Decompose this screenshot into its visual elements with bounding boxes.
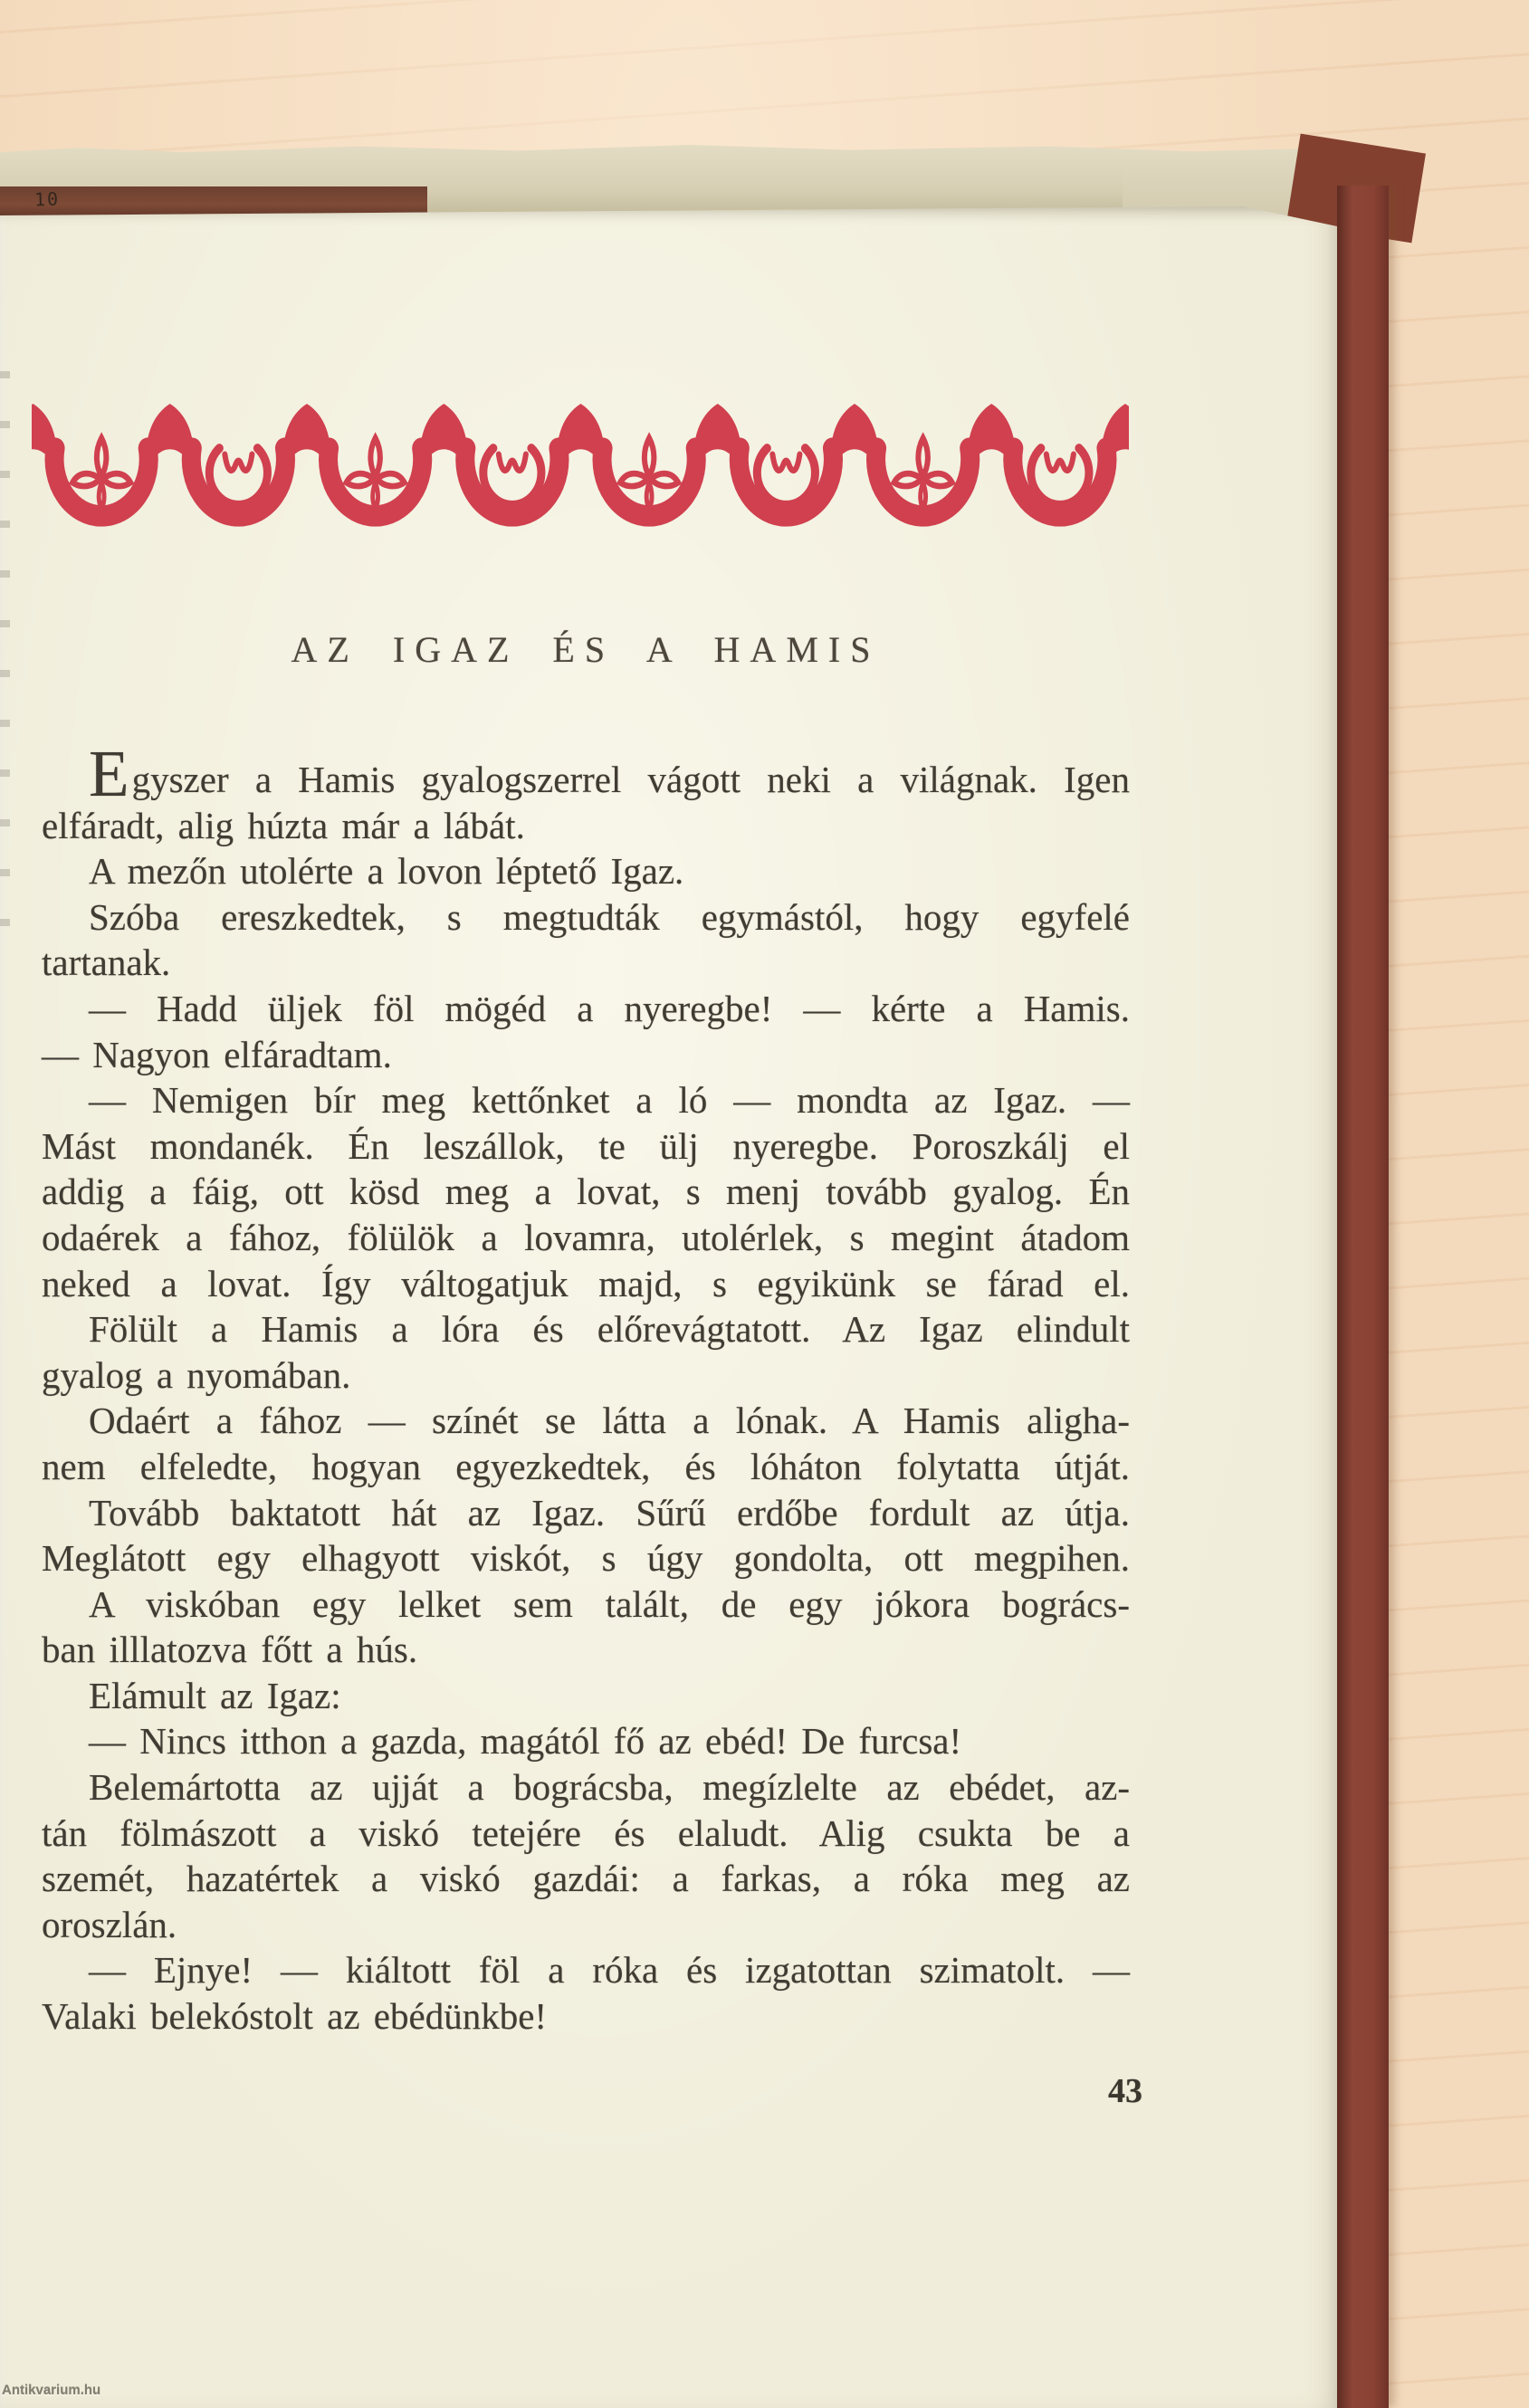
drop-cap-initial: E [89,737,132,810]
text-line: odaérek a fához, fölülök a lovamra, utolérlek, s megint átadom [42,1216,1130,1258]
text-line: tán fölmászott a viskó tetejére és elaludt. Alig csukta be a [42,1811,1130,1854]
text-line: Fölült a Hamis a lóra és előrevágtatott. Az Igaz elindult [89,1308,1130,1351]
ornament-frieze [32,396,1129,533]
text-line: addig a fáig, ott kösd meg a lovat, s menj tovább gyalog. Én [42,1171,1130,1213]
cover-edge-mark: 10 [33,187,61,211]
text-line: A viskóban egy lelket sem talált, de egy jókora bogrács- [89,1582,1130,1625]
text-line: Szóba ereszkedtek, s megtudták egymástól, hogy egyfelé [89,895,1130,938]
text-line: — Nagyon elfáradtam. [42,1033,392,1075]
page-edge-specks [0,355,10,952]
page-number: 43 [1108,2072,1142,2110]
text-line: Meglátott egy elhagyott viskót, s úgy gondolta, ott megpihen. [42,1537,1130,1580]
text-line: Tovább baktatott hát az Igaz. Sűrű erdőbe fordult az útja. [89,1491,1130,1534]
text-line: elfáradt, alig húzta már a lábát. [42,804,525,846]
book-cover-right-edge [1337,186,1389,2408]
text-line: Elámult az Igaz: [89,1674,341,1716]
text-line: szemét, hazatértek a viskó gazdái: a farkas, a róka meg az [42,1858,1130,1900]
text-line: gyalog a nyomában. [42,1353,351,1396]
text-line: — Nemigen bír meg kettőnket a ló — mondta az Igaz. — [89,1079,1130,1122]
text-line: Odaért a fához — színét se látta a lónak. A Hamis aligha- [89,1400,1130,1442]
watermark: Antikvarium.hu [2,2383,101,2398]
text-line: oroszlán. [42,1903,177,1945]
text-line: tartanak. [42,941,171,984]
text-line: Valaki belekóstolt az ebédünkbe! [42,1995,548,2038]
text-line: — Ejnye! — kiáltott föl a róka és izgatottan szimatolt. — [89,1949,1130,1992]
text-line: — Hadd üljek föl mögéd a nyeregbe! — kérte a Hamis. [89,987,1130,1029]
text-lines [42,737,1130,2040]
text-line: A mezőn utolérte a lovon léptető Igaz. [89,850,684,893]
text-line: Mást mondanék. Én leszállok, te ülj nyeregbe. Poroszkálj el [42,1124,1130,1167]
text-line: nem elfeledte, hogyan egyezkedtek, és lóháton folytatta útját. [42,1445,1130,1487]
text-line: — Nincs itthon a gazda, magától fő az ebéd! De furcsa! [89,1720,962,1763]
text-line: Belemártotta az ujját a bográcsba, megízlelte az ebédet, az- [89,1766,1130,1809]
story-title: AZ IGAZ ÉS A HAMIS [291,629,881,670]
text-line: Egyszer a Hamis gyalogszerrel vágott neki a világnak. Igen [89,737,1130,810]
text-line: ban illlatozva főtt a hús. [42,1629,418,1671]
text-line: neked a lovat. Így váltogatjuk majd, s egyikünk se fárad el. [42,1262,1130,1304]
